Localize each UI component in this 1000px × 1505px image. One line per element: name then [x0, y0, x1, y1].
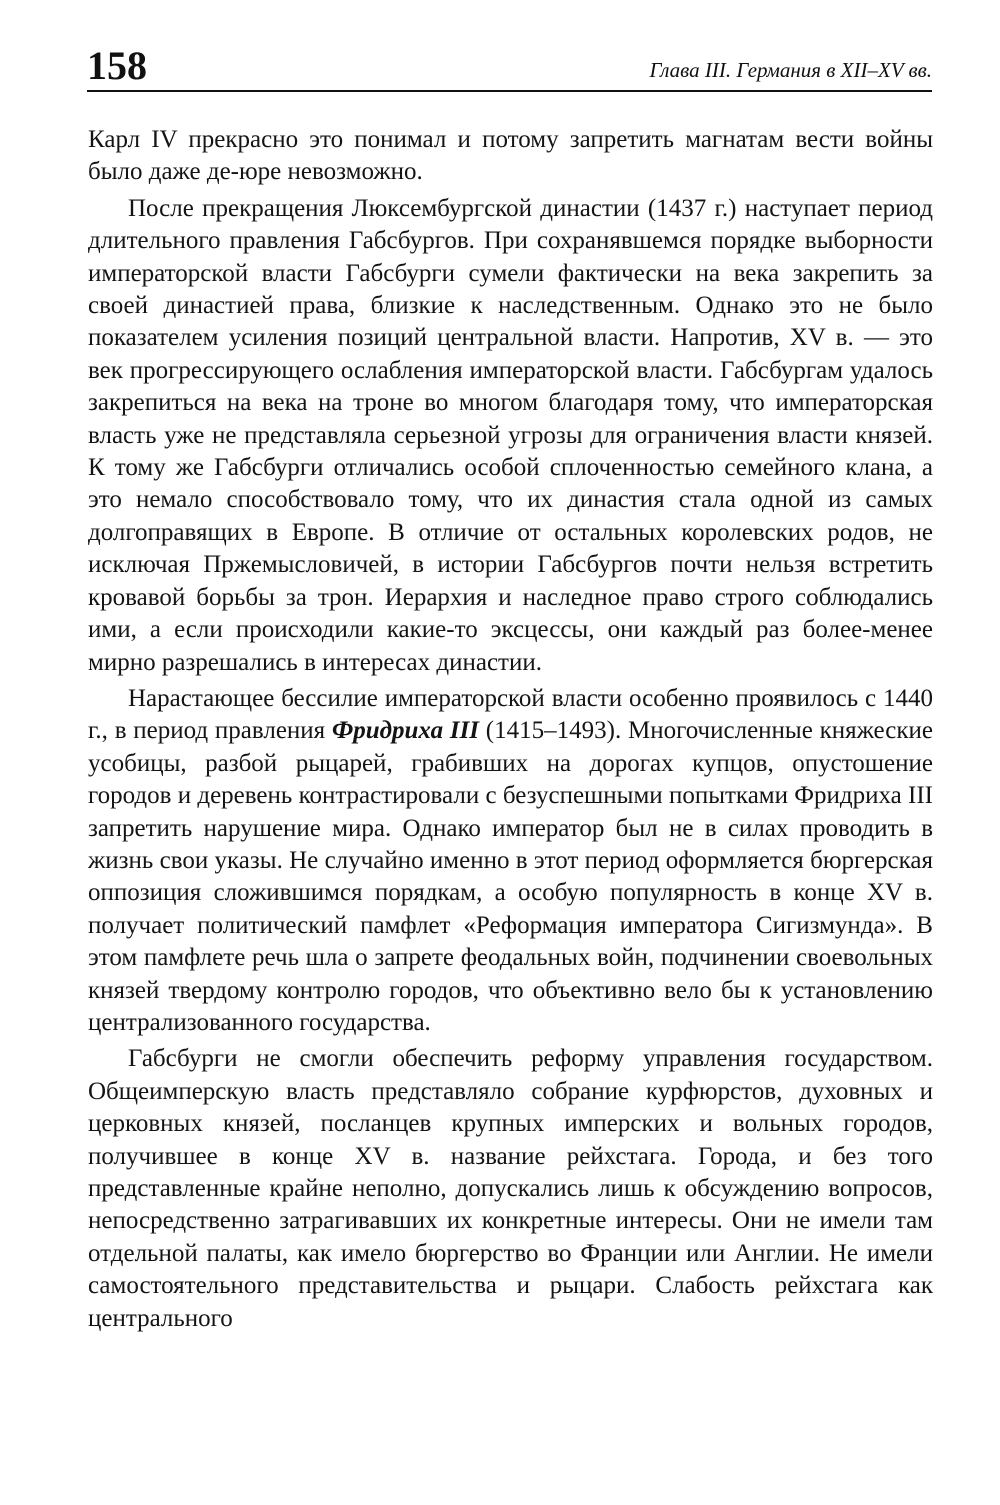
paragraph-3-rest: (1415–1493). Многочисленные княжеские усобицы, разбой рыцарей, грабивших на дорогах купцов, опустошение городов и деревень контрастировали с безуспешными попытками Фридриха III запретить нарушение мира. Однако император был не в силах проводить в жизнь свои указы. Не случайно именно в этот период оформляется бюргерская оппозиция сложившимся порядкам, а особую популярность в конце XV в. получает политический памфлет «Реформация императора Сигизмунда». В этом памфлете речь шла о запрете феодальных войн, подчинении своевольных князей твердому контролю городов, что объективно вело бы к установлению централизованного государства.	[88, 717, 933, 1036]
paragraph-4: Габсбурги не смогли обеспечить реформу управления государством. Общеимперскую власть представляло собрание курфюрстов, духовных и церковных князей, посланцев крупных имперских и вольных городов, получившее в конце XV в. название рейхстага. Города, и без того представленные крайне неполно, допускались лишь к обсуждению вопросов, непосредственно затрагивавших их конкретные интересы. Они не имели там отдельной палаты, как имело бюргерство во Франции или Англии. Не имели самостоятельного представительства и рыцари. Слабость рейхстага как центрального	[88, 1045, 933, 1332]
page-number: 158	[87, 43, 147, 88]
emphasized-name: Фридриха III	[331, 717, 480, 745]
paragraph-2: После прекращения Люксембургской династии (1437 г.) наступает период длительного правления Габсбургов. При сохранявшемся порядке выборности императорской власти Габсбурги сумели фактически на века закрепить за своей династией права, близкие к наследственным. Однако это не было показателем усиления позиций центральной власти. Напротив, XV в. — это век прогрессирующего ослабления императорской власти. Габсбургам удалось закрепиться на века на троне во многом благодаря тому, что императорская власть уже не представляла серьезной угрозы для ограничения власти князей. К тому же Габсбурги отличались особой сплоченностью семейного клана, а это немало способствовало тому, что их династия стала одной из самых долгоправящих в Европе. В отличие от остальных королевских родов, не исключая Пржемысловичей, в истории Габсбургов почти нельзя встретить кровавой борьбы за трон. Иерархия и наследное право строго соблюдались ими, а если происходили какие-то эксцессы, они каждый раз более-менее мирно разрешались в интересах династии.	[88, 194, 933, 676]
body-text	[88, 124, 933, 1335]
header-rule	[87, 90, 932, 92]
paragraph-3	[88, 683, 933, 1039]
running-head: Глава III. Германия в XII–XV вв.	[649, 58, 932, 82]
paragraph-1: Карл IV прекрасно это понимал и потому запретить магнатам вести войны было даже де-юре невозможно.	[88, 126, 933, 186]
paragraph-3-lead: Нарастающее бессилие императорской власти особенно проявилось с 1440 г., в период правления	[88, 684, 933, 745]
